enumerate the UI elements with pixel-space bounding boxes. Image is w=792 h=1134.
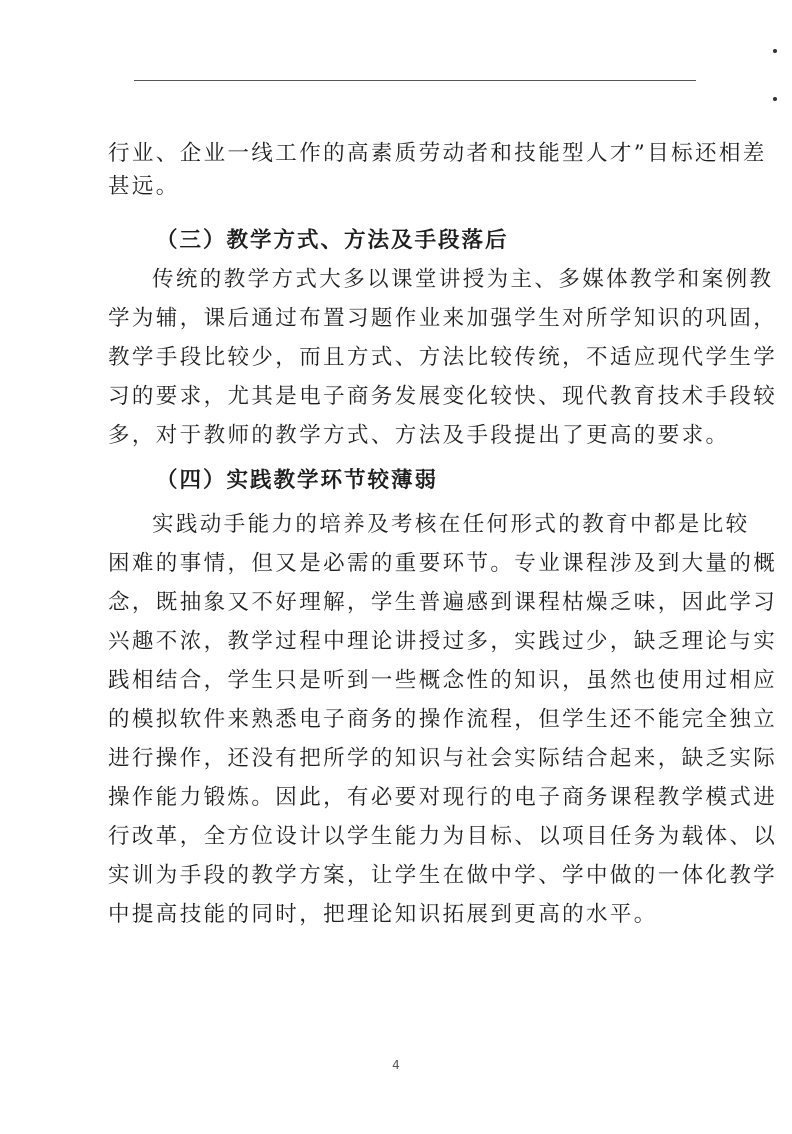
- body-line: 实践动手能力的培养及考核在任何形式的教育中都是比较: [152, 512, 750, 537]
- body-line: 学为辅，课后通过布置习题作业来加强学生对所学知识的巩固，: [108, 306, 778, 331]
- body-line: 行改革，全方位设计以学生能力为目标、以项目任务为载体、以: [108, 824, 778, 849]
- body-line: 践相结合，学生只是听到一些概念性的知识，虽然也使用过相应: [108, 668, 778, 693]
- scan-mark: [773, 97, 777, 101]
- body-line: 念，既抽象又不好理解，学生普遍感到课程枯燥乏味，因此学习: [108, 590, 778, 615]
- body-line: 困难的事情，但又是必需的重要环节。专业课程涉及到大量的概: [108, 551, 778, 576]
- page-number: 4: [392, 1058, 400, 1072]
- body-line: 兴趣不浓，教学过程中理论讲授过多，实践过少，缺乏理论与实: [108, 629, 778, 654]
- scan-mark: [773, 49, 777, 53]
- body-line: 习的要求，尤其是电子商务发展变化较快、现代教育技术手段较: [108, 384, 778, 409]
- body-line: 操作能力锻炼。因此，有必要对现行的电子商务课程教学模式进: [108, 785, 778, 810]
- body-line: 实训为手段的教学方案，让学生在做中学、学中做的一体化教学: [108, 863, 778, 888]
- body-line: 传统的教学方式大多以课堂讲授为主、多媒体教学和案例教: [152, 267, 774, 292]
- body-line: 多，对于教师的教学方式、方法及手段提出了更高的要求。: [108, 423, 730, 448]
- body-line: 教学手段比较少，而且方式、方法比较传统，不适应现代学生学: [108, 345, 778, 370]
- body-line: 的模拟软件来熟悉电子商务的操作流程，但学生还不能完全独立: [108, 707, 778, 732]
- section-heading-3: （三）教学方式、方法及手段落后: [156, 228, 509, 253]
- body-line: 行业、企业一线工作的高素质劳动者和技能型人才”目标还相差: [108, 141, 767, 166]
- section-heading-4: （四）实践教学环节较薄弱: [156, 468, 439, 493]
- header-rule: [134, 80, 696, 81]
- body-line: 中提高技能的同时，把理论知识拓展到更高的水平。: [108, 902, 658, 927]
- body-line: 甚远。: [108, 174, 180, 199]
- body-line: 进行操作，还没有把所学的知识与社会实际结合起来，缺乏实际: [108, 746, 778, 771]
